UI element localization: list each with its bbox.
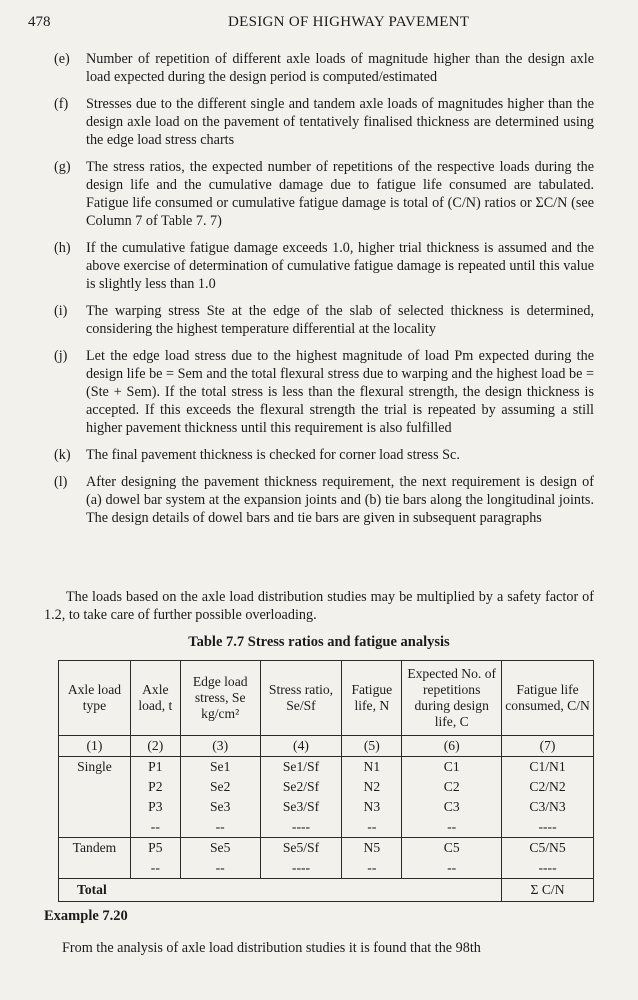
step-text: If the cumulative fatigue damage exceeds 1.0, higher trial thickness is assumed and the above exercise of determination of cumulative fatigue damage is repeated until this value is slightly less than 1.0 — [86, 240, 594, 292]
step-text: Stresses due to the different single and tandem axle loads of magnitudes higher than the design axle load on the pavement of tentatively finalised thickness are determined using the edge load stress charts — [86, 96, 594, 148]
table-cell: P3 — [130, 797, 180, 817]
column-header: Axle load, t — [130, 661, 180, 736]
table-caption: Table 7.7 Stress ratios and fatigue analysis — [188, 634, 450, 650]
table-cell: C5 — [402, 838, 502, 859]
step-label: (k) — [54, 447, 71, 463]
table-cell: C1 — [402, 757, 502, 778]
table-cell: -- — [180, 817, 260, 838]
table-cell: Se3 — [180, 797, 260, 817]
table-cell — [59, 797, 131, 817]
table-cell: ---- — [502, 817, 594, 838]
table-cell: Se2/Sf — [260, 777, 342, 797]
step-text: The final pavement thickness is checked for corner load stress Sc. — [86, 447, 460, 463]
total-label: Total — [59, 879, 502, 902]
step-text: After designing the pavement thickness requirement, the next requirement is design of (a) dowel bar system at the expansion joints and (b) tie bars along the longitudinal joints. The design details of dowel bars and tie bars are given in subsequent paragraphs — [86, 474, 594, 526]
column-number: (2) — [130, 736, 180, 757]
step-item — [54, 302, 594, 338]
column-number: (4) — [260, 736, 342, 757]
table-cell: Single — [59, 757, 131, 778]
step-item — [54, 473, 594, 527]
column-number: (7) — [502, 736, 594, 757]
step-label: (h) — [54, 240, 71, 256]
table-cell: C5/N5 — [502, 838, 594, 859]
table-cell: Se5 — [180, 838, 260, 859]
step-item — [54, 347, 594, 437]
step-text: The stress ratios, the expected number of repetitions of the respective loads during the design life and the cumulative damage due to fatigue life consumed are tabulated. Fatigue life consumed or cumulative fatigue damage is total of (C/N) ratios or ΣC/N (see Column 7 of Table 7. 7) — [86, 159, 594, 229]
table-cell: P2 — [130, 777, 180, 797]
table-cell: P1 — [130, 757, 180, 778]
column-header: Fatigue life, N — [342, 661, 402, 736]
table-cell: -- — [180, 858, 260, 879]
page-number: 478 — [28, 14, 51, 30]
step-label: (g) — [54, 159, 71, 175]
table-header-row — [59, 661, 594, 736]
table-cell: -- — [342, 817, 402, 838]
table-cell: C2/N2 — [502, 777, 594, 797]
table-cell — [59, 777, 131, 797]
step-label: (l) — [54, 474, 68, 490]
column-number: (6) — [402, 736, 502, 757]
step-item — [54, 95, 594, 149]
table-cell: Se2 — [180, 777, 260, 797]
table-cell: ---- — [502, 858, 594, 879]
column-header: Axle load type — [59, 661, 131, 736]
table-cell: ---- — [260, 817, 342, 838]
step-item — [54, 446, 594, 464]
table-cell: N2 — [342, 777, 402, 797]
column-number-row — [59, 736, 594, 757]
step-item — [54, 50, 594, 86]
table-row — [59, 797, 594, 817]
table-cell: N3 — [342, 797, 402, 817]
table-cell: -- — [402, 858, 502, 879]
column-header: Expected No. of repetitions during design life, C — [402, 661, 502, 736]
step-text: Number of repetition of different axle loads of magnitude higher than the design axle load expected during the design period is computed/estimated — [86, 51, 594, 85]
column-number: (3) — [180, 736, 260, 757]
running-title: DESIGN OF HIGHWAY PAVEMENT — [228, 14, 470, 30]
fatigue-analysis-table — [58, 660, 594, 902]
step-label: (e) — [54, 51, 70, 67]
table-row — [59, 777, 594, 797]
procedure-steps — [54, 50, 594, 536]
table-cell: P5 — [130, 838, 180, 859]
example-heading: Example 7.20 — [44, 908, 128, 924]
table-row — [59, 757, 594, 778]
column-header: Stress ratio, Se/Sf — [260, 661, 342, 736]
table-cell: N1 — [342, 757, 402, 778]
table-cell: C3 — [402, 797, 502, 817]
table-cell: -- — [342, 858, 402, 879]
column-number: (1) — [59, 736, 131, 757]
table-cell — [59, 858, 131, 879]
table-cell — [59, 817, 131, 838]
table-cell: C2 — [402, 777, 502, 797]
table-row — [59, 817, 594, 838]
table-cell: Se3/Sf — [260, 797, 342, 817]
table-total-row — [59, 879, 594, 902]
table-row — [59, 838, 594, 859]
table-cell: Tandem — [59, 838, 131, 859]
step-item — [54, 158, 594, 230]
table-cell: C1/N1 — [502, 757, 594, 778]
table-row — [59, 858, 594, 879]
table-cell: N5 — [342, 838, 402, 859]
body-paragraph: The loads based on the axle load distribution studies may be multiplied by a safety factor of 1.2, to take care of further possible overloading. — [44, 589, 594, 623]
total-value: Σ C/N — [502, 879, 594, 902]
table-cell: -- — [130, 817, 180, 838]
step-label: (i) — [54, 303, 68, 319]
example-text: From the analysis of axle load distribution studies it is found that the 98th — [62, 940, 481, 956]
table-cell: ---- — [260, 858, 342, 879]
table-cell: Se1 — [180, 757, 260, 778]
step-text: Let the edge load stress due to the highest magnitude of load Pm expected during the design life be = Sem and the total flexural stress due to warping and the highest load be = (Ste + Sem). If the total stress is less than the flexural strength, the design thickness is accepted. If this exceeds the flexural strength the trial is repeated by assuming a still higher pavement thickness until this requirement is also fulfilled — [86, 348, 594, 436]
table-cell: -- — [130, 858, 180, 879]
page-header — [28, 14, 608, 36]
column-header: Edge load stress, Se kg/cm² — [180, 661, 260, 736]
table-cell: Se5/Sf — [260, 838, 342, 859]
column-header: Fatigue life consumed, C/N — [502, 661, 594, 736]
step-text: The warping stress Ste at the edge of the slab of selected thickness is determined, considering the highest temperature differential at the locality — [86, 303, 594, 337]
table-cell: Se1/Sf — [260, 757, 342, 778]
table-cell: C3/N3 — [502, 797, 594, 817]
step-label: (f) — [54, 96, 69, 112]
step-item — [54, 239, 594, 293]
table-cell: -- — [402, 817, 502, 838]
step-label: (j) — [54, 348, 68, 364]
column-number: (5) — [342, 736, 402, 757]
